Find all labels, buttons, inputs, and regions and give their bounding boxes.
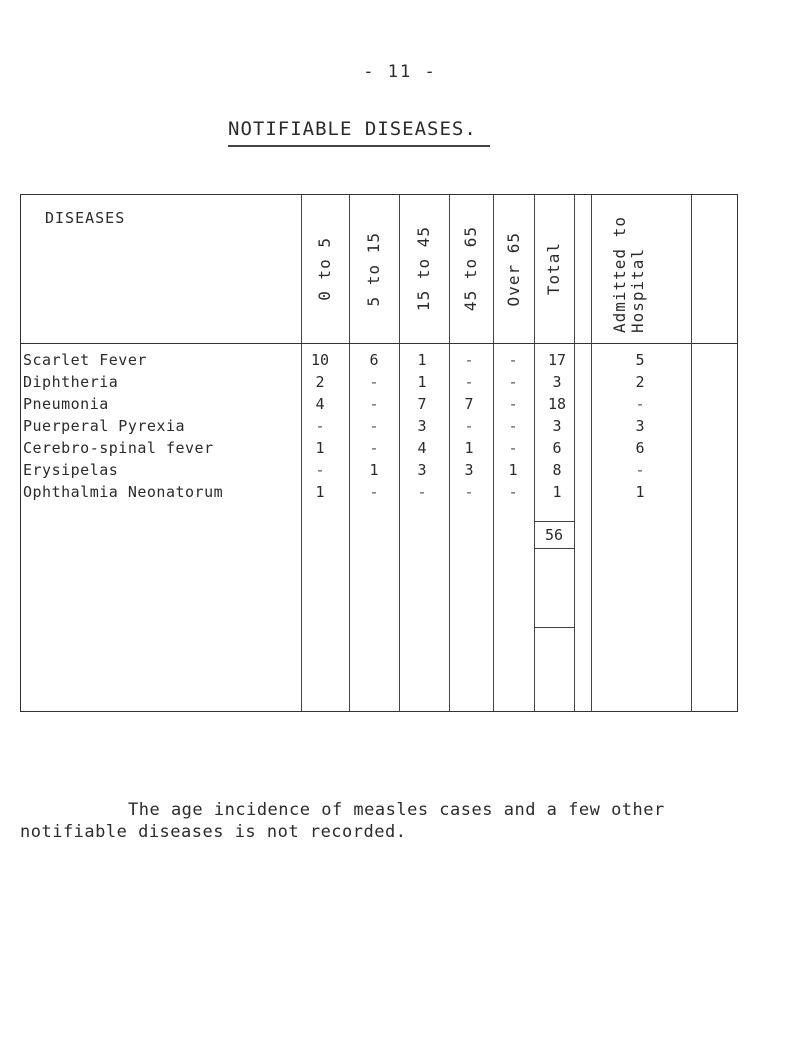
table-cell: - [508, 417, 518, 435]
row-label-erysipelas: Erysipelas [23, 461, 119, 479]
table-cell: 4 [315, 395, 325, 413]
table-cell: - [508, 351, 518, 369]
footnote-paragraph [0, 799, 800, 843]
diseases-header: DISEASES [45, 209, 126, 227]
table-cell: 6 [552, 439, 562, 457]
table-cell: - [508, 373, 518, 391]
table-cell: 10 [310, 351, 330, 369]
col-header-5-to-15 [349, 199, 399, 339]
table-cell: 6 [369, 351, 379, 369]
table-cell: - [315, 417, 325, 435]
table-cell: 5 [635, 351, 645, 369]
table-cell: - [508, 439, 518, 457]
heading-underline [228, 145, 490, 147]
table-cell: 2 [315, 373, 325, 391]
col-header-0-to-5 [301, 199, 349, 339]
table-cell: - [369, 373, 379, 391]
table-cell: - [417, 483, 427, 501]
row-label-scarlet-fever: Scarlet Fever [23, 351, 147, 369]
column-divider [591, 195, 592, 711]
table-cell: 3 [464, 461, 474, 479]
table-cell: 7 [417, 395, 427, 413]
footnote-line-1: The age incidence of measles cases and a few other [128, 800, 665, 820]
table-cell: - [369, 417, 379, 435]
col-header-45-to-65 [449, 199, 493, 339]
table-cell: 3 [417, 417, 427, 435]
column-divider [691, 195, 692, 711]
table-cell: - [369, 395, 379, 413]
table-cell: 1 [315, 439, 325, 457]
table-cell: - [635, 395, 645, 413]
notifiable-diseases-table [20, 194, 738, 712]
table-cell: - [464, 483, 474, 501]
table-cell: 1 [417, 351, 427, 369]
table-cell: 3 [552, 417, 562, 435]
table-cell: 1 [635, 483, 645, 501]
table-cell: 1 [464, 439, 474, 457]
table-cell: - [464, 351, 474, 369]
row-label-puerperal-pyrexia: Puerperal Pyrexia [23, 417, 186, 435]
table-cell: 8 [552, 461, 562, 479]
table-cell: 1 [508, 461, 518, 479]
table-cell: 6 [635, 439, 645, 457]
table-cell: 1 [417, 373, 427, 391]
table-cell: - [369, 439, 379, 457]
row-label-pneumonia: Pneumonia [23, 395, 109, 413]
table-cell: - [369, 483, 379, 501]
col-header-15-to-45 [399, 199, 449, 339]
table-cell: 4 [417, 439, 427, 457]
table-cell: 1 [369, 461, 379, 479]
section-heading: NOTIFIABLE DISEASES. [228, 118, 477, 140]
table-cell: - [508, 395, 518, 413]
table-cell: 17 [547, 351, 567, 369]
table-cell: 1 [552, 483, 562, 501]
col-header-label: Over 65 [503, 231, 523, 307]
table-cell: - [464, 373, 474, 391]
page-number: - 11 - [363, 62, 437, 82]
col-header-label: 5 to 15 [364, 231, 383, 307]
table-cell: - [635, 461, 645, 479]
table-cell: 3 [635, 417, 645, 435]
total-bottom-rule [534, 627, 574, 628]
header-divider [21, 343, 737, 344]
table-cell: - [315, 461, 325, 479]
row-label-cerebro-spinal-fever: Cerebro-spinal fever [23, 439, 214, 457]
table-cell: 18 [547, 395, 567, 413]
col-header-label: 0 to 5 [315, 237, 334, 301]
table-cell: 2 [635, 373, 645, 391]
table-cell: 7 [464, 395, 474, 413]
table-cell: - [508, 483, 518, 501]
table-cell: 3 [417, 461, 427, 479]
col-header-label: 45 to 65 [461, 226, 480, 312]
table-cell: - [464, 417, 474, 435]
col-header-label: Total [544, 242, 563, 296]
col-header-admitted-to-hospital [601, 199, 681, 339]
table-cell: 1 [315, 483, 325, 501]
col-header-total [534, 199, 574, 339]
row-label-ophthalmia-neonatorum: Ophthalmia Neonatorum [23, 483, 224, 501]
col-header-over-65 [493, 199, 534, 339]
col-header-label: Admitted to Hospital [610, 216, 647, 333]
footnote-line-2: notifiable diseases is not recorded. [20, 822, 407, 842]
grand-total: 56 [534, 521, 574, 549]
col-header-label: 15 to 45 [414, 226, 433, 312]
table-cell: 3 [552, 373, 562, 391]
row-label-diphtheria: Diphtheria [23, 373, 119, 391]
